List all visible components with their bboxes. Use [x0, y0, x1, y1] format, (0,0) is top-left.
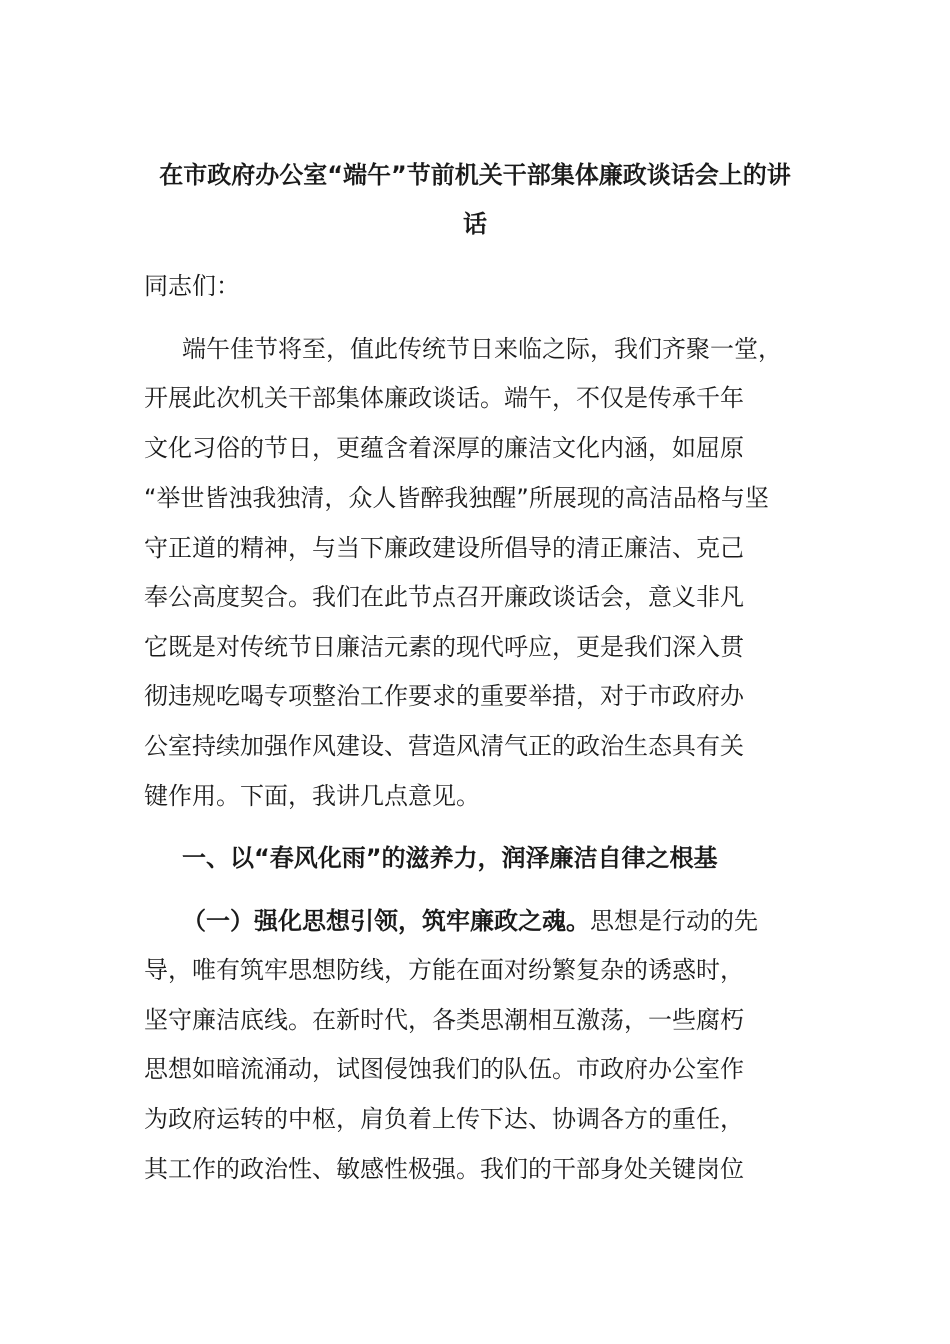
intro-line-1: 端午佳节将至，值此传统节日来临之际，我们齐聚一堂， [182, 335, 782, 363]
subsection-1-heading: （一）强化思想引领，筑牢廉政之魂。 [182, 907, 590, 935]
intro-line-3: 文化习俗的节日，更蕴含着深厚的廉洁文化内涵，如屈原 [144, 434, 744, 462]
intro-line-2: 开展此次机关干部集体廉政谈话。端午，不仅是传承千年 [144, 384, 744, 412]
intro-line-5: 守正道的精神，与当下廉政建设所倡导的清正廉洁、克己 [144, 534, 744, 562]
intro-line-9: 公室持续加强作风建设、营造风清气正的政治生态具有关 [144, 732, 744, 760]
document-title-line-1: 在市政府办公室“端午”节前机关干部集体廉政谈话会上的讲 [159, 161, 791, 189]
intro-line-10: 键作用。下面，我讲几点意见。 [144, 782, 480, 810]
subsection-1-line-3: 坚守廉洁底线。在新时代，各类思潮相互激荡，一些腐朽 [144, 1006, 744, 1034]
subsection-1-line-5: 为政府运转的中枢，肩负着上传下达、协调各方的重任， [144, 1105, 744, 1133]
intro-line-4: “举世皆浊我独清，众人皆醉我独醒”所展现的高洁品格与坚 [144, 484, 769, 512]
document-title-line-2: 话 [463, 210, 487, 238]
intro-line-6: 奉公高度契合。我们在此节点召开廉政谈话会，意义非凡 [144, 583, 744, 611]
intro-line-8: 彻违规吃喝专项整治工作要求的重要举措，对于市政府办 [144, 682, 744, 710]
subsection-1-line-4: 思想如暗流涌动，试图侵蚀我们的队伍。市政府办公室作 [144, 1055, 744, 1083]
salutation: 同志们： [144, 272, 240, 300]
subsection-1-line-6: 其工作的政治性、敏感性极强。我们的干部身处关键岗位 [144, 1155, 744, 1183]
subsection-1-first-line [182, 906, 758, 936]
section-1-heading: 一、以“春风化雨”的滋养力，润泽廉洁自律之根基 [182, 844, 718, 872]
subsection-1-text-start: 思想是行动的先 [590, 907, 758, 935]
intro-line-7: 它既是对传统节日廉洁元素的现代呼应，更是我们深入贯 [144, 633, 744, 661]
subsection-1-line-2: 导，唯有筑牢思想防线，方能在面对纷繁复杂的诱惑时， [144, 956, 744, 984]
